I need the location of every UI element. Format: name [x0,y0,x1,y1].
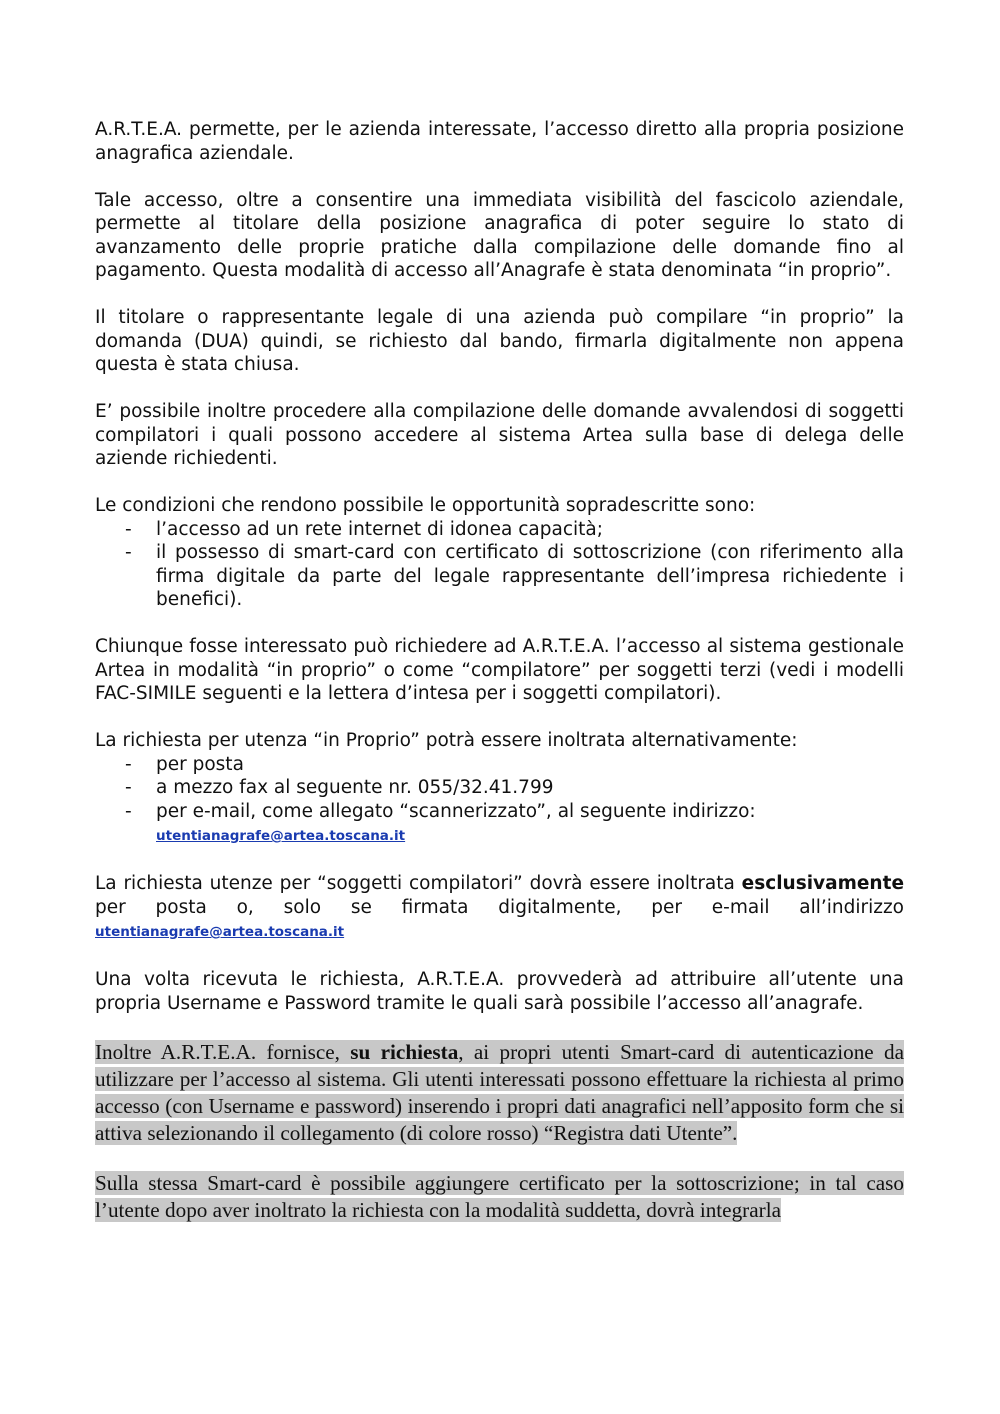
paragraph-smartcard [95,1039,904,1147]
compiler-request-text: La richiesta utenze per “soggetti compilatori” dovrà essere inoltrata [95,873,735,894]
smartcard-text-start: Inoltre A.R.T.E.A. fornisce, [95,1039,340,1064]
paragraph-access-visibility: Tale accesso, oltre a consentire una immediata visibilità del fascicolo aziendale, permette al titolare della posizione anagrafica di poter seguire lo stato di avanzamento delle proprie pratiche dalla compilazione delle domande fino al pagamento. Questa modalità di accesso all’Anagrafe è stata denominata “in proprio”. [95,189,904,281]
paragraph-intro: A.R.T.E.A. permette, per le azienda interessate, l’accesso diretto alla propria posizione anagrafica aziendale. [95,119,904,164]
exclusively-emphasis: esclusivamente [741,873,904,894]
smartcard-text-rest: , ai propri utenti Smart-card di autenticazione da utilizzare per l’accesso al sistema. Gli utenti interessati possono effettuare la richiesta al primo accesso (con Username e password) inserendo i propri dati anagrafici nell’apposito form che si attiva selezionando il collegamento (di colore rosso) “Registra dati Utente”. [95,1039,904,1145]
conditions-intro: Le condizioni che rendono possibile le opportunità sopradescritte sono: [95,495,756,516]
list-item: - per posta [125,753,904,777]
paragraph-request-access: Chiunque fosse interessato può richiedere ad A.R.T.E.A. l’accesso al sistema gestionale Artea in modalità “in proprio” o come “compilatore” per soggetti terzi (vedi i modelli FAC-SIMILE seguenti e la lettera d’intesa per i soggetti compilatori). [95,636,904,704]
list-item: - il possesso di smart-card con certificato di sottoscrizione (con riferimento alla firma digitale da parte del legale rappresentante dell’impresa richiedente i benefici). [125,541,904,612]
conditions-list [95,518,904,612]
request-methods-section [95,729,904,849]
signature-certificate-text: Sulla stessa Smart-card è possibile aggiungere certificato per la sottoscrizione; in tal caso l’utente dopo aver inoltrato la richiesta con la modalità suddetta, dovrà integrarla [95,1171,904,1222]
email-method-text: per e-mail, come allegato “scannerizzato”, al seguente indirizzo: [156,800,756,822]
request-methods-list [95,753,904,849]
paragraph-signature-certificate [95,1170,904,1224]
paragraph-compilers: E’ possibile inoltre procedere alla compilazione delle domande avvalendosi di soggetti compilatori i quali possono accedere al sistema Artea sulla base di delega delle aziende richiedenti. [95,401,904,469]
paragraph-legal-representative: Il titolare o rappresentante legale di una azienda può compilare “in proprio” la domanda (DUA) quindi, se richiesto dal bando, firmarla digitalmente non appena questa è stata chiusa. [95,307,904,375]
paragraph-credentials: Una volta ricevuta le richiesta, A.R.T.E.A. provvederà ad attribuire all’utente una propria Username e Password tramite le quali sarà possibile l’accesso all’anagrafe. [95,969,904,1014]
document-body [95,118,904,1224]
list-item [125,800,904,849]
request-methods-intro: La richiesta per utenza “in Proprio” potrà essere inoltrata alternativamente: [95,730,798,751]
list-item: - a mezzo fax al seguente nr. 055/32.41.799 [125,776,904,800]
email-link[interactable]: utentianagrafe@artea.toscana.it [95,924,345,940]
conditions-section [95,494,904,612]
compiler-request-text-cont: per posta o, solo se firmata digitalmente, per e-mail all’indirizzo [95,896,904,918]
email-link[interactable]: utentianagrafe@artea.toscana.it [156,828,406,844]
on-request-emphasis: su richiesta [350,1039,459,1064]
paragraph-compiler-request [95,872,904,945]
list-item: - l’accesso ad un rete internet di idonea capacità; [125,518,904,542]
